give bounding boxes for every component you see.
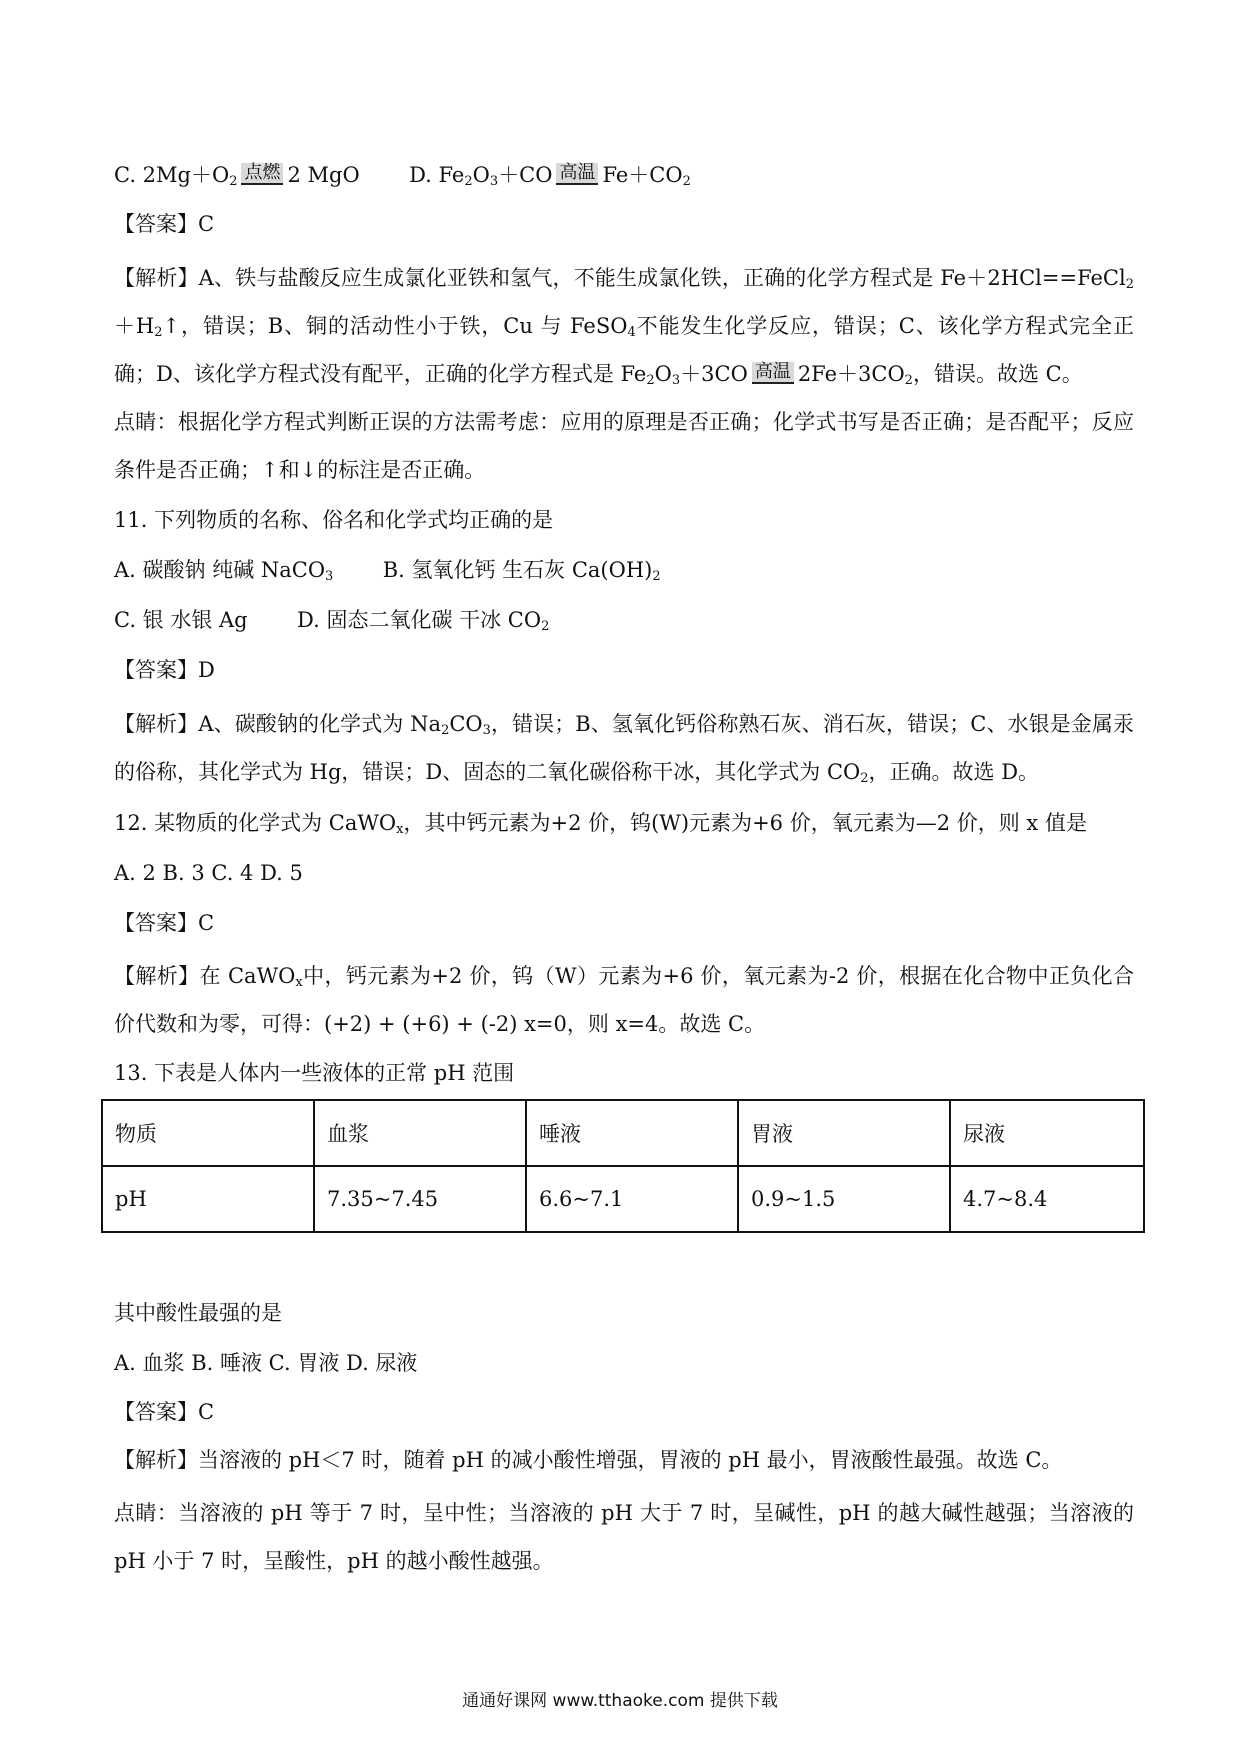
q13-answer: 【答案】C xyxy=(114,1400,215,1424)
q10-tip: 点睛：根据化学方程式判断正误的方法需考虑：应用的原理是否正确；化学式书写是否正确；是否配平；反应条件是否正确；↑和↓的标注是否正确。 xyxy=(114,410,1134,482)
q10-options-line xyxy=(114,160,691,190)
q11-option-c: C. 银 水银 Ag xyxy=(114,608,248,632)
q11-option-d: D. 固态二氧化碳 干冰 $CO_2$ xyxy=(297,608,550,634)
q11-option-b: B. 氢氧化钙 生石灰 $Ca(OH)_2$ xyxy=(382,558,661,584)
q13-options: A. 血浆 B. 唾液 C. 胃液 D. 尿液 xyxy=(114,1351,418,1375)
reaction-condition-high-temp: 高温 xyxy=(556,163,598,185)
table-cell: 物质 xyxy=(102,1100,314,1166)
table-cell: 胃液 xyxy=(738,1100,950,1166)
table-cell: pH xyxy=(102,1166,314,1232)
q11-analysis: 【解析】A、碳酸钠的化学式为 $Na_2CO_3$，错误；B、氢氧化钙俗称熟石灰、消石灰，错误；C、水银是金属汞的俗称，其化学式为 Hg，错误；D、固态的二氧化碳俗称干冰，其化学式为 $CO_2$，正确。故选 D。 xyxy=(114,712,1134,786)
q12-analysis: 【解析】在 CaWO$_x$中，钙元素为+2 价，钨（W）元素为+6 价，氧元素为-2 价，根据在化合物中正负化合价代数和为零，可得：(+2) + (+6) + (-2) x=0，则 x=4。故选 C。 xyxy=(114,964,1134,1036)
table-cell: 血浆 xyxy=(314,1100,526,1166)
table-cell: 6.6~7.1 xyxy=(526,1166,738,1232)
table-cell: 4.7~8.4 xyxy=(950,1166,1144,1232)
q11-options-cd xyxy=(114,605,549,635)
table-cell: 7.35~7.45 xyxy=(314,1166,526,1232)
q10-option-d: D. $Fe_2O_3+CO$ 高温 $Fe+CO_2$ xyxy=(409,161,691,189)
q13-question: 13. 下表是人体内一些液体的正常 pH 范围 xyxy=(114,1061,515,1085)
reaction-condition-ignite: 点燃 xyxy=(241,163,283,185)
table-cell: 0.9~1.5 xyxy=(738,1166,950,1232)
q10-analysis: 【解析】A、铁与盐酸反应生成氯化亚铁和氢气，不能生成氯化铁，正确的化学方程式是 $Fe+2HCl==FeCl_2+H_2↑$，错误；B、铜的活动性小于铁，Cu 与 FeSO$_4$不能发生化学反应，错误；C、该化学方程式完全正确；D、该化学方程式没有配平，正确的化学方程式是 $Fe_2O_3+3CO$ 高温 $2Fe+3CO_2$，错误。故选 C。 xyxy=(114,266,1134,388)
q13-tip: 点睛：当溶液的 pH 等于 7 时，呈中性；当溶液的 pH 大于 7 时，呈碱性，pH 的越大碱性越强；当溶液的 pH 小于 7 时，呈酸性，pH 的越小酸性越强。 xyxy=(114,1501,1134,1573)
table-cell: 尿液 xyxy=(950,1100,1144,1166)
q12-question: 12. 某物质的化学式为 CaWO$_x$，其中钙元素为+2 价，钨(W)元素为+6 价，氧元素为—2 价，则 x 值是 xyxy=(114,811,1087,837)
reaction-condition-high-temp: 高温 xyxy=(752,362,794,384)
table-row xyxy=(102,1166,1144,1232)
q13-analysis: 【解析】当溶液的 pH＜7 时，随着 pH 的减小酸性增强，胃液的 pH 最小，胃液酸性最强。故选 C。 xyxy=(114,1448,1063,1472)
table-header-row xyxy=(102,1100,1144,1166)
q12-options: A. 2 B. 3 C. 4 D. 5 xyxy=(114,861,303,885)
q11-options-ab xyxy=(114,555,661,585)
q11-option-a: A. 碳酸钠 纯碱 NaCO$_3$ xyxy=(114,558,334,584)
ph-range-table xyxy=(101,1099,1145,1233)
q11-question: 11. 下列物质的名称、俗名和化学式均正确的是 xyxy=(114,508,554,532)
q11-answer: 【答案】D xyxy=(114,658,215,682)
q10-option-c: C. $2Mg+O_2$ 点燃 2 MgO xyxy=(114,161,360,189)
q13-prompt: 其中酸性最强的是 xyxy=(114,1301,282,1325)
q10-answer: 【答案】C xyxy=(114,212,215,236)
page-footer: 通通好课网 www.tthaoke.com 提供下载 xyxy=(462,1691,778,1711)
table-cell: 唾液 xyxy=(526,1100,738,1166)
q12-answer: 【答案】C xyxy=(114,911,215,935)
